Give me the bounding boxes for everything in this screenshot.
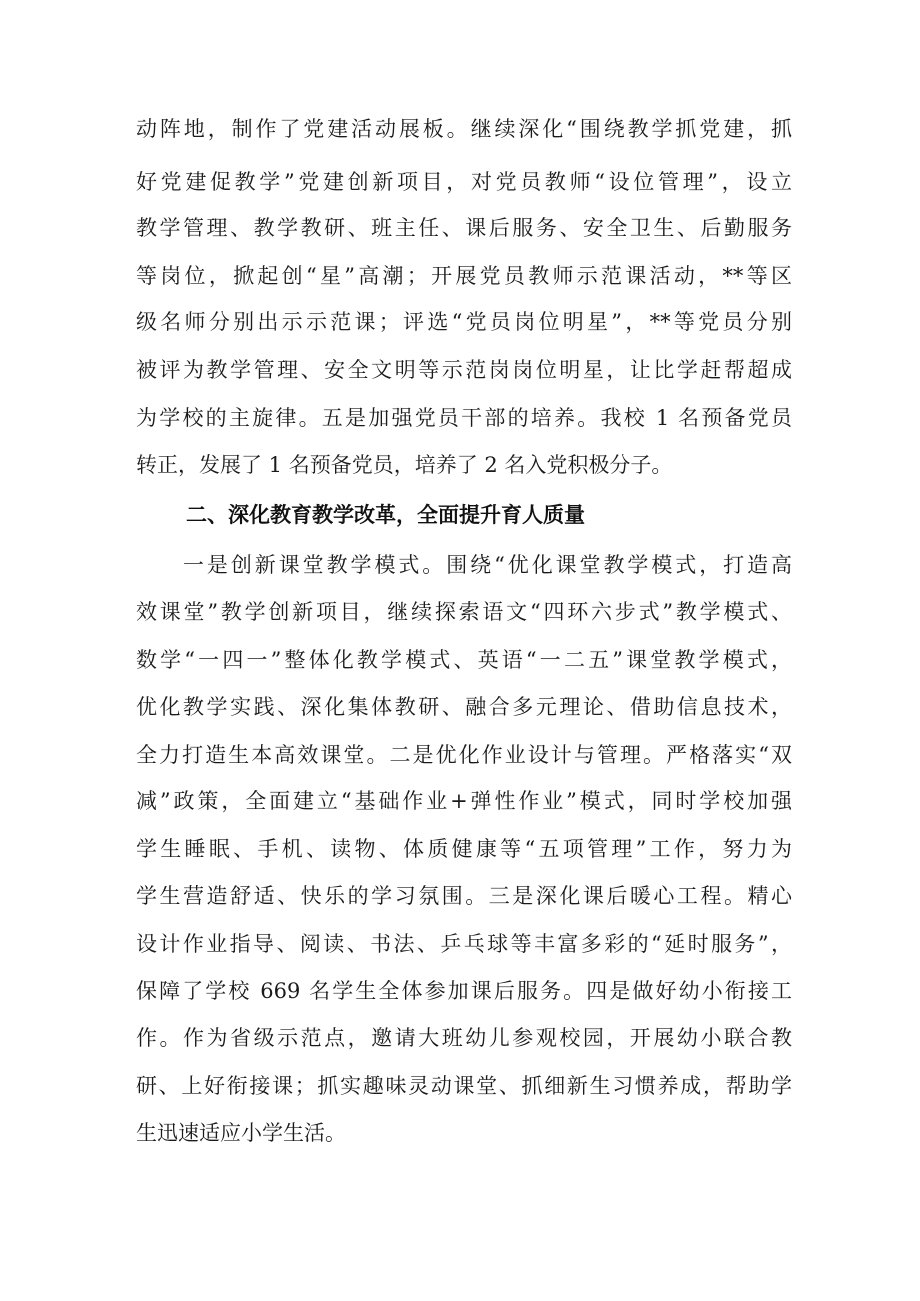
paragraph-line: 优化教学实践、深化集体教研、融合多元理论、借助信息技术， [136,695,792,719]
paragraph-line: 设计作业指导、阅读、书法、乒乓球等丰富多彩的“延时服务”， [136,932,792,956]
paragraph-line: 作。作为省级示范点，邀请大班幼儿参观校园，开展幼小联合教 [136,1026,792,1050]
paragraph-line: 效课堂”教学创新项目，继续探索语文“四环六步式”教学模式、 [136,600,792,624]
paragraph-line: 好党建促教学”党建创新项目，对党员教师“设位管理”，设立 [136,170,792,194]
paragraph-line: 级名师分别出示示范课；评选“党员岗位明星”，**等党员分别 [136,310,792,334]
paragraph-line: 教学管理、教学教研、班主任、课后服务、安全卫生、后勤服务 [136,216,792,240]
paragraph-line: 被评为教学管理、安全文明等示范岗岗位明星，让比学赶帮超成 [136,358,792,382]
paragraph-line: 数学“一四一”整体化教学模式、英语“一二五”课堂教学模式， [136,648,792,672]
paragraph-line: 为学校的主旋律。五是加强党员干部的培养。我校 1 名预备党员 [136,406,792,430]
paragraph-line: 动阵地，制作了党建活动展板。继续深化“围绕教学抓党建，抓 [136,117,792,141]
paragraph-line: 学生睡眠、手机、读物、体质健康等“五项管理”工作，努力为 [136,837,792,861]
paragraph-line: 转正，发展了 1 名预备党员，培养了 2 名入党积极分子。 [136,453,673,477]
paragraph-line: 生迅速适应小学生活。 [136,1121,346,1145]
paragraph-line: 研、上好衔接课；抓实趣味灵动课堂、抓细新生习惯养成，帮助学 [136,1074,792,1098]
paragraph-line: 减”政策，全面建立“基础作业+弹性作业”模式，同时学校加强 [136,789,792,813]
paragraph-line: 一是创新课堂教学模式。围绕“优化课堂教学模式，打造高 [183,553,792,577]
paragraph-line: 学生营造舒适、快乐的学习氛围。三是深化课后暖心工程。精心 [136,884,792,908]
paragraph-line: 等岗位，掀起创“星”高潮；开展党员教师示范课活动，**等区 [136,264,792,288]
paragraph-line: 全力打造生本高效课堂。二是优化作业设计与管理。严格落实“双 [136,743,792,767]
section-heading: 二、深化教育教学改革，全面提升育人质量 [186,503,585,527]
paragraph-line: 保障了学校 669 名学生全体参加课后服务。四是做好幼小衔接工 [136,979,792,1003]
